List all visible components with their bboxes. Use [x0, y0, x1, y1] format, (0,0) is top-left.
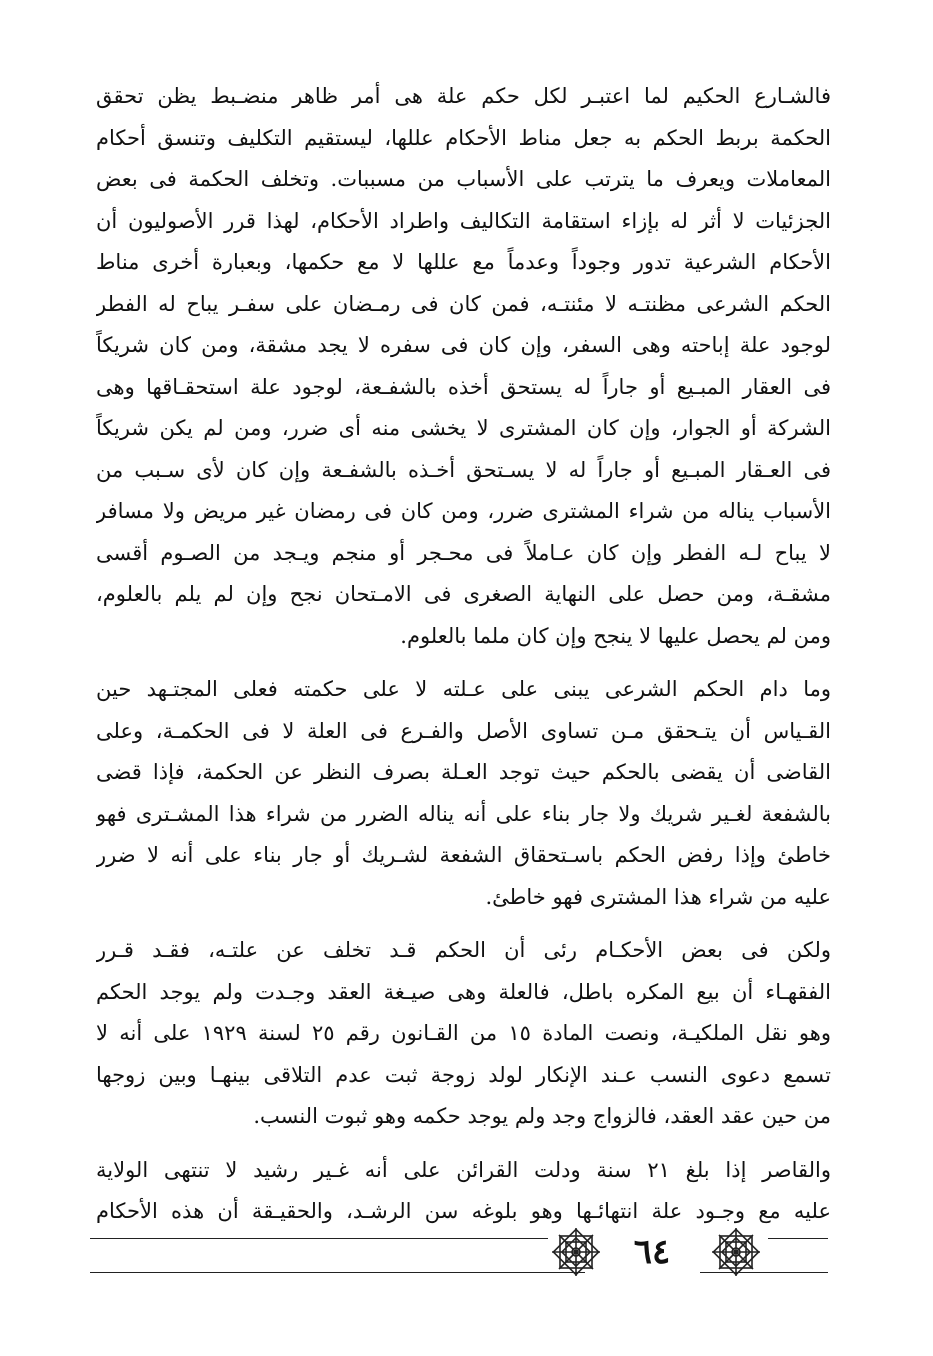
- page-footer: [0, 1220, 933, 1300]
- text-line: لوجود علة إباحته وهى السفر، وإن كان فى سفره لا يجد مشقة، ومن كان شريكاً: [96, 333, 831, 357]
- text-line: عليه مع وجـود علة انتهائـها وهو بلوغه سن الرشـد، والحقيـقة أن هذه الأحكام: [96, 1199, 831, 1223]
- text-line: القاضى أن يقضى بالحكم حيث توجد العـلة بصرف النظر عن الحكمة، فإذا قضى: [96, 760, 831, 784]
- paragraph-2: [96, 669, 831, 918]
- page-number: ٦٤: [633, 1232, 671, 1272]
- text-line: وما دام الحكم الشرعى يبنى على عـلته لا على حكمته فعلى المجتـهد حين: [96, 677, 831, 701]
- text-line: الشركة أو الجوار، وإن كان المشترى لا يخشى منه أى ضرر، ومن لم يكن شريكاً: [96, 416, 831, 440]
- footer-rule-top-right: [768, 1238, 828, 1239]
- footer-rule-bottom-left: [90, 1272, 585, 1273]
- text-line: تسمع دعوى النسب عـند الإنكار لولد زوجة ثبت عدم التلاقى بينهـا وبين زوجها: [96, 1062, 831, 1087]
- text-line: القـياس أن يتـحقق مـن تساوى الأصل والفـرع فى العلة لا فى الحكمـة، وعلى: [96, 718, 831, 743]
- star-ornament-icon: [546, 1222, 606, 1282]
- text-line: الحكمة بربط الحكم به جعل مناط الأحكام عللها، ليستقيم التكليف وتنسق أحكام: [96, 125, 831, 150]
- text-line: خاطئ وإذا رفض الحكم باسـتحقاق الشفعة لشـريك أو جار بناء على أنه لا ضرر: [96, 843, 831, 867]
- text-line: فى العقار المبـيع أو جاراً له يستحق أخذه بالشفـعة، لوجود علة استحقـاقها وهى: [96, 374, 831, 399]
- paragraph-3: [96, 930, 831, 1138]
- text-line: الأسباب يناله من شراء المشترى ضرر، ومن كان فى رمضان غير مريض ولا مسافر: [96, 499, 831, 523]
- text-line: الحكم الشرعى مظنتـه لا مئنتـه، فمن كان فى رمـضان على سفـر يباح له الفطر: [96, 291, 831, 316]
- text-line: الجزئيات لا أثر له بإزاء استقامة التكاليف واطراد الأحكام، لهذا قرر الأصوليون أن: [96, 208, 831, 233]
- text-line: لا يباح لـه الفطر وإن كان عـاملاً فى محـجر أو منجم ويـجد من الصـوم أقسى: [96, 540, 831, 565]
- text-line: ولكن فى بعض الأحكـام رئى أن الحكم قـد تخلف عن علتـه، فقـد قـرر: [96, 938, 831, 962]
- text-line: ومن لم يحصل عليها لا ينجح وإن كان ملما بالعلوم.: [400, 623, 831, 648]
- text-line: والقاصر إذا بلغ ٢١ سنة ودلت القرائن على أنه غـير رشيد لا تنتهى الولاية: [96, 1157, 831, 1182]
- text-line: بالشفعة لغـير شريك ولا جار بناء على أنه يناله الضرر من شراء هذا المشـترى فهو: [96, 801, 831, 826]
- paragraph-1: [96, 76, 831, 657]
- text-line: الأحكام الشرعية تدور وجوداً وعدماً مع عللها لا مع حكمها، وبعبارة أخرى مناط: [96, 250, 831, 274]
- text-line: مشقـة، ومن حصل على النهاية الصغرى فى الامـتحان نجح وإن لم يلم بالعلوم،: [96, 582, 831, 606]
- star-ornament-icon: [706, 1222, 766, 1282]
- page-body: [96, 76, 831, 1233]
- text-line: المعاملات ويعرف ما يترتب على الأسباب من مسببات. وتخلف الحكمة فى بعض: [96, 167, 831, 191]
- text-line: من حين عقد العقد، فالزواج وجد ولم يوجد حكمه وهو ثبوت النسب.: [253, 1104, 831, 1128]
- text-line: فالشـارع الحكيم لما اعتبـر لكل حكم علة هى أمر ظاهر منضـبط يظن تحقق: [96, 84, 831, 108]
- text-line: وهو نقل الملكيـة، ونصت المادة ١٥ من القـانون رقم ٢٥ لسنة ١٩٢٩ على أنه لا: [96, 1021, 831, 1045]
- text-line: فى العـقار المبـيع أو جاراً له لا يسـتحق أخـذه بالشفـعة وإن كان لأى سـبب من: [96, 457, 831, 482]
- footer-rule-top-left: [90, 1238, 548, 1239]
- text-line: الفقهـاء أن بيع المكره باطل، فالعلة وهى صيـغة العقد وجـدت ولم يوجد الحكم: [96, 979, 831, 1004]
- text-line: عليه من شراء هذا المشترى فهو خاطئ.: [485, 884, 831, 909]
